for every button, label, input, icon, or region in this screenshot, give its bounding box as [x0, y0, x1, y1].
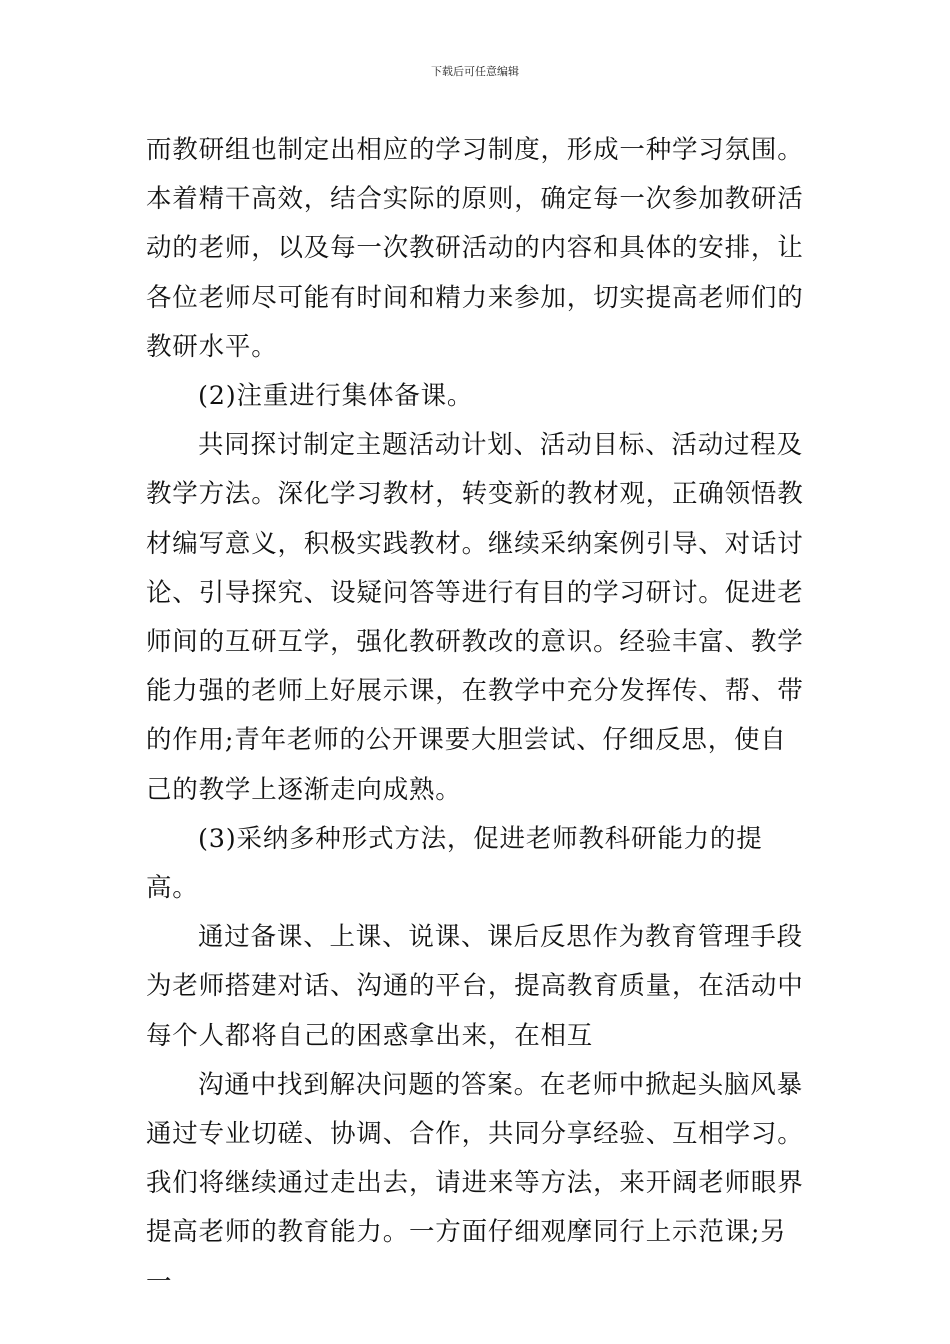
header-note: 下载后可任意编辑 [431, 65, 519, 78]
paragraph-6: 沟通中找到解决问题的答案。在老师中掀起头脑风暴通过专业切磋、协调、合作，共同分享经验、互相学习。我们将继续通过走出去，请进来等方法，来开阔老师眼界提高老师的教育能力。一方面仔细观摩同行上示范课;另一 [146, 1069, 804, 1297]
paragraph-3: 共同探讨制定主题活动计划、活动目标、活动过程及教学方法。深化学习教材，转变新的教材观，正确领悟教材编写意义，积极实践教材。继续采纳案例引导、对话讨论、引导探究、设疑问答等进行有目的学习研讨。促进老师间的互研互学，强化教研教改的意识。经验丰富、教学能力强的老师上好展示课，在教学中充分发挥传、帮、带的作用;青年老师的公开课要大胆尝试、仔细反思，使自己的教学上逐渐走向成熟。 [146, 430, 804, 805]
paragraph-5: 通过备课、上课、说课、课后反思作为教育管理手段为老师搭建对话、沟通的平台，提高教育质量，在活动中每个人都将自己的困惑拿出来，在相互 [146, 922, 804, 1051]
paragraph-1: 而教研组也制定出相应的学习制度，形成一种学习氛围。本着精干高效，结合实际的原则，确定每一次参加教研活动的老师，以及每一次教研活动的内容和具体的安排，让各位老师尽可能有时间和精力来参加，切实提高老师们的教研水平。 [146, 135, 804, 362]
paragraph-4-heading: (3)采纳多种形式方法，促进老师教科研能力的提高。 [146, 823, 763, 904]
document-body [146, 126, 810, 1307]
paragraph-2-heading: (2)注重进行集体备课。 [198, 381, 474, 412]
